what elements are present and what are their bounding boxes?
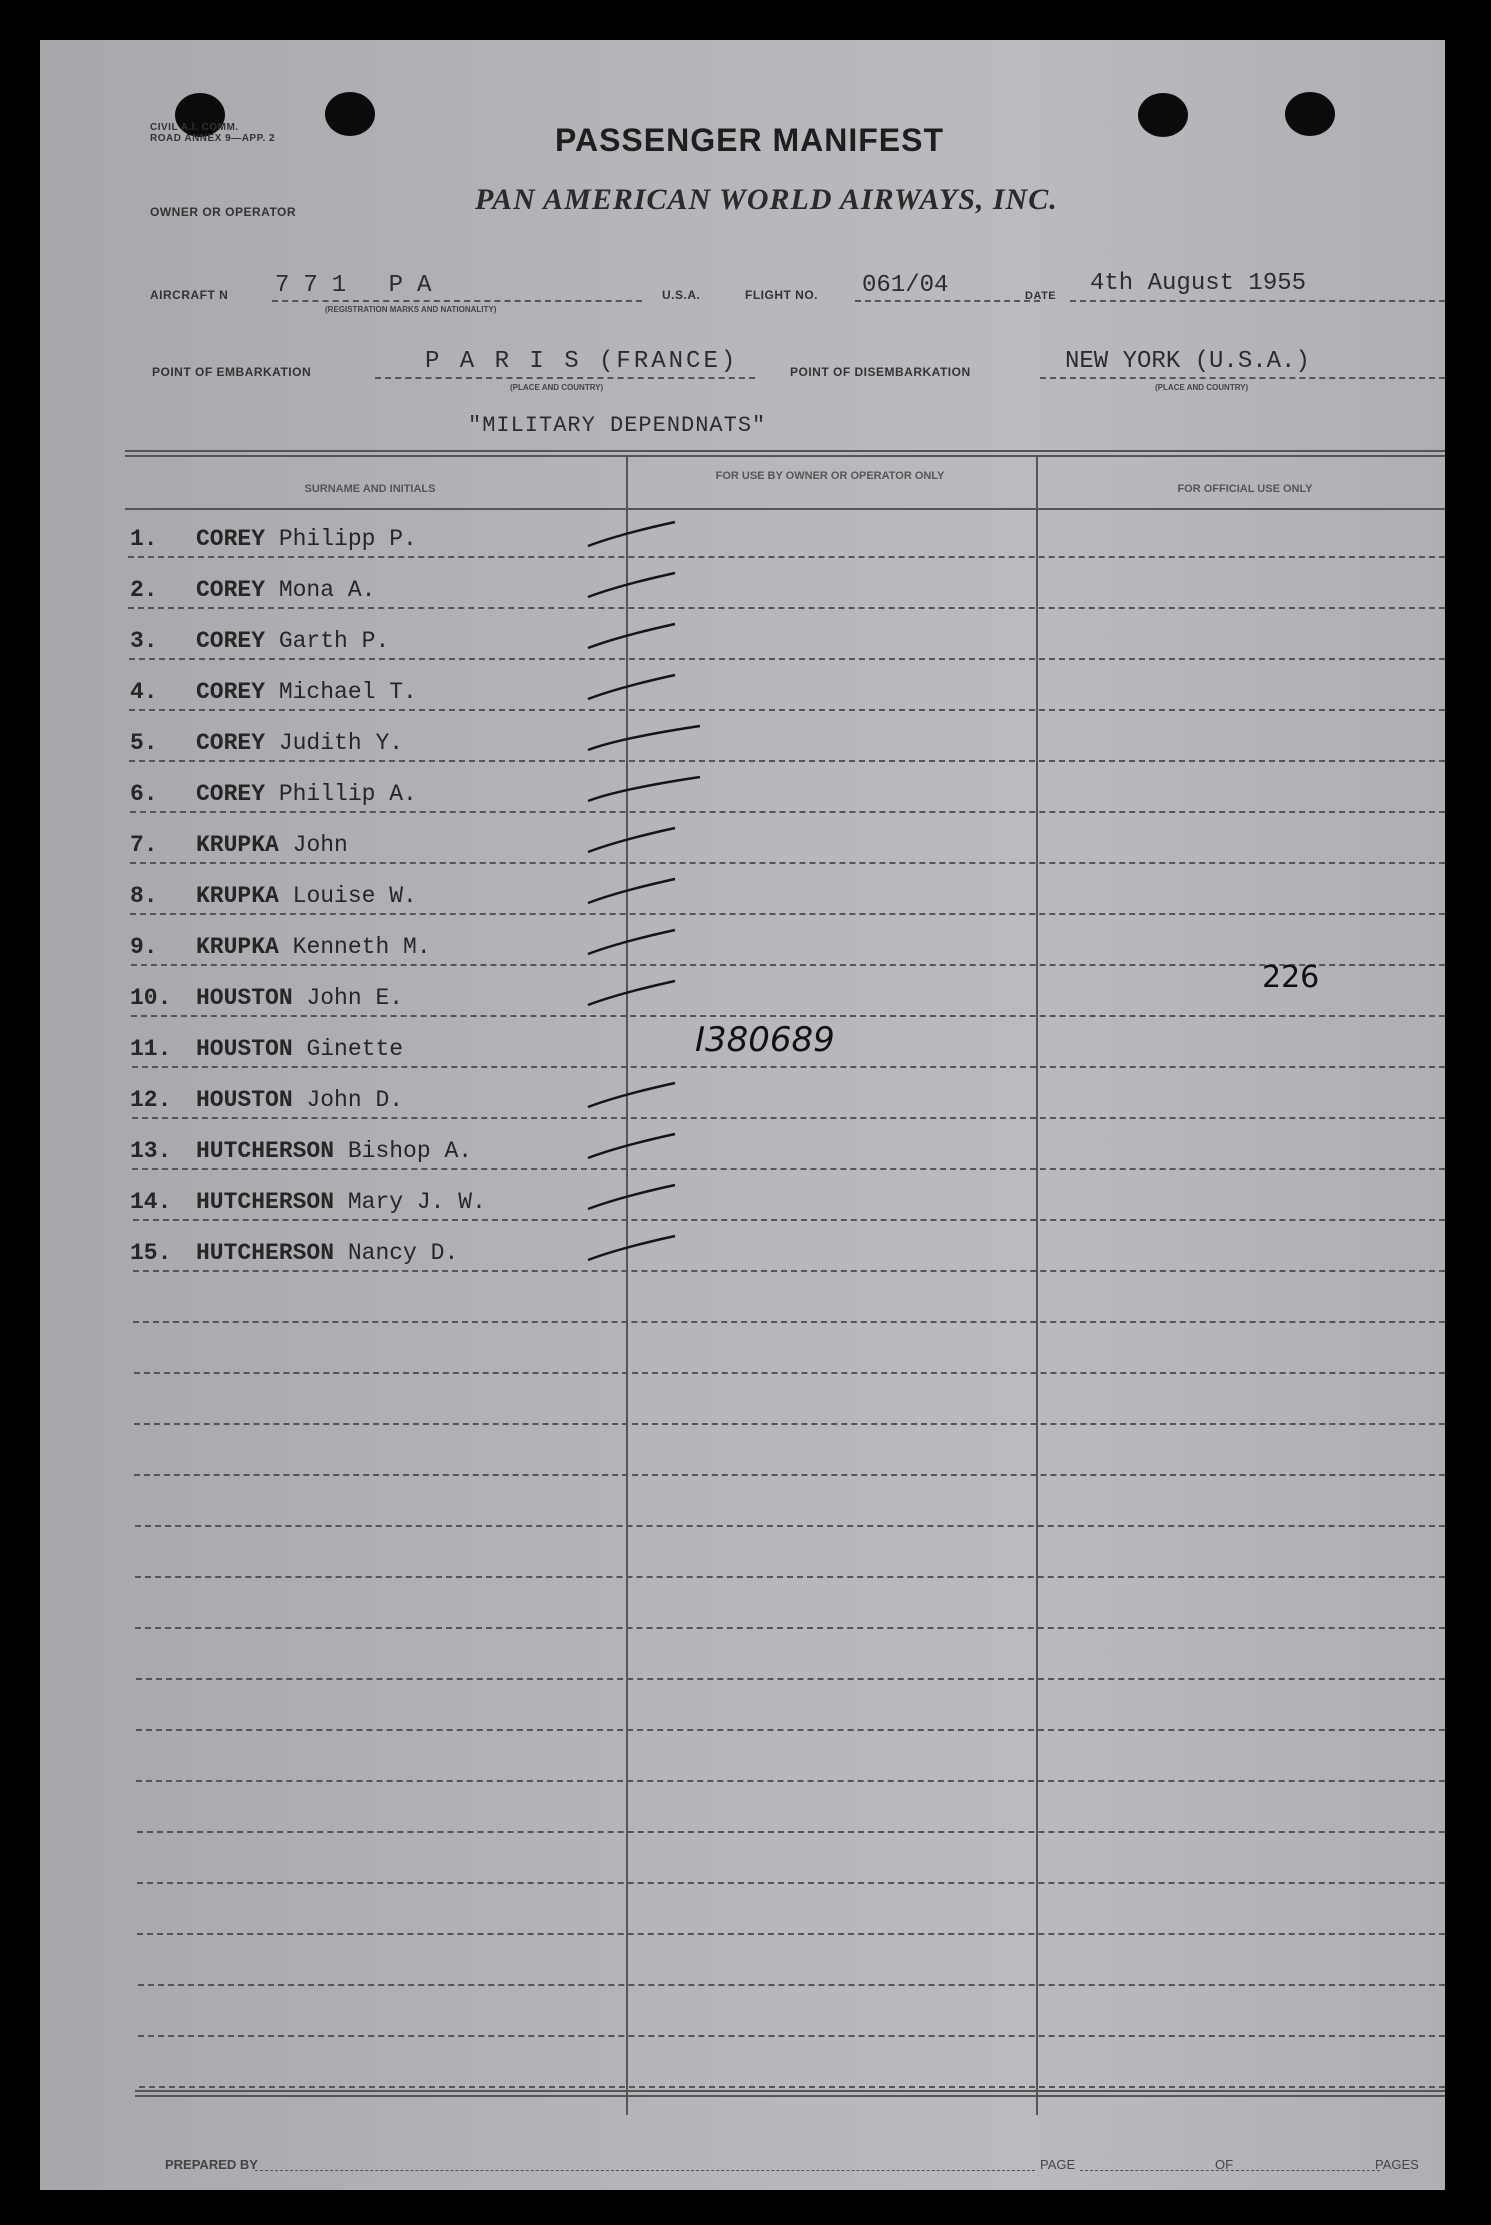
passenger-row bbox=[130, 832, 348, 858]
check-mark-icon bbox=[580, 822, 710, 862]
embarkation-label: POINT OF EMBARKATION bbox=[152, 365, 312, 379]
passenger-given-name: Kenneth M. bbox=[292, 934, 431, 960]
row-rule bbox=[134, 1423, 1445, 1425]
column-header-name: SURNAME AND INITIALS bbox=[304, 483, 436, 495]
passenger-given-name: John D. bbox=[306, 1087, 404, 1113]
row-rule bbox=[136, 1678, 1445, 1680]
header-underline bbox=[125, 508, 1445, 510]
check-mark-icon bbox=[580, 1128, 710, 1168]
of-label: OF bbox=[1215, 2157, 1234, 2172]
passenger-number: 6. bbox=[130, 781, 158, 807]
date-label: DATE bbox=[1025, 290, 1057, 302]
row-rule bbox=[138, 2035, 1445, 2037]
passenger-number: 7. bbox=[130, 832, 158, 858]
disembarkation-value: NEW YORK (U.S.A.) bbox=[1065, 348, 1310, 375]
row-rule bbox=[136, 1780, 1445, 1782]
passenger-surname: COREY bbox=[196, 781, 266, 807]
passenger-given-name: Louise W. bbox=[292, 883, 417, 909]
row-rule bbox=[139, 2086, 1445, 2088]
row-rule bbox=[131, 964, 1445, 966]
row-rule bbox=[137, 1831, 1445, 1833]
embarkation-value: P A R I S (FRANCE) bbox=[425, 348, 739, 375]
passenger-number: 14. bbox=[130, 1189, 172, 1215]
passenger-number: 10. bbox=[130, 985, 172, 1011]
passenger-surname: COREY bbox=[196, 526, 266, 552]
column-header-official: FOR OFFICIAL USE ONLY bbox=[1177, 483, 1313, 495]
disembarkation-label: POINT OF DISEMBARKATION bbox=[790, 365, 971, 379]
aircraft-label: AIRCRAFT N bbox=[150, 288, 229, 302]
row-rule bbox=[134, 1372, 1445, 1374]
page-underline bbox=[1080, 2170, 1380, 2171]
table-top-border bbox=[125, 455, 1445, 457]
column-divider bbox=[1036, 455, 1038, 2115]
row-rule bbox=[135, 1576, 1445, 1578]
row-rule bbox=[134, 1474, 1445, 1476]
passenger-given-name: John bbox=[292, 832, 348, 858]
passenger-row bbox=[130, 934, 431, 960]
owner-label: OWNER OR OPERATOR bbox=[150, 205, 297, 219]
page-title: PASSENGER MANIFEST bbox=[555, 122, 944, 158]
table-bottom-border bbox=[135, 2095, 1445, 2097]
check-mark-icon bbox=[580, 567, 710, 607]
passenger-surname: COREY bbox=[196, 628, 266, 654]
aircraft-caption: (REGISTRATION MARKS AND NATIONALITY) bbox=[325, 305, 497, 314]
row-rule bbox=[129, 760, 1445, 762]
table-bottom-border bbox=[135, 2090, 1445, 2092]
row-rule bbox=[135, 1525, 1445, 1527]
passenger-surname: COREY bbox=[196, 577, 266, 603]
date-value: 4th August 1955 bbox=[1090, 270, 1307, 297]
row-rule bbox=[128, 607, 1445, 609]
passenger-number: 15. bbox=[130, 1240, 172, 1266]
passenger-number: 8. bbox=[130, 883, 158, 909]
row-rule bbox=[136, 1729, 1445, 1731]
prepared-by-underline bbox=[255, 2170, 1035, 2171]
row-rule bbox=[133, 1270, 1445, 1272]
passenger-row bbox=[130, 1240, 458, 1266]
row-rule bbox=[132, 1066, 1445, 1068]
row-rule bbox=[130, 811, 1445, 813]
passenger-number: 11. bbox=[130, 1036, 172, 1062]
passenger-surname: KRUPKA bbox=[196, 832, 279, 858]
passenger-row bbox=[130, 883, 417, 909]
row-rule bbox=[130, 862, 1445, 864]
passenger-given-name: Bishop A. bbox=[347, 1138, 473, 1164]
passenger-given-name: Michael T. bbox=[278, 679, 417, 705]
country-label: U.S.A. bbox=[662, 288, 701, 302]
check-mark-icon bbox=[580, 924, 710, 964]
table-top-border bbox=[125, 450, 1445, 452]
row-rule bbox=[129, 658, 1445, 660]
embarkation-underline bbox=[375, 377, 755, 379]
group-note: "MILITARY DEPENDNATS" bbox=[468, 413, 767, 438]
passenger-given-name: Mona A. bbox=[278, 577, 376, 603]
flight-value: 061/04 bbox=[862, 272, 949, 299]
row-rule bbox=[132, 1117, 1445, 1119]
row-rule bbox=[137, 1882, 1445, 1884]
passenger-number: 3. bbox=[130, 628, 158, 654]
passenger-surname: KRUPKA bbox=[196, 883, 279, 909]
passenger-given-name: Ginette bbox=[306, 1036, 404, 1062]
passenger-given-name: Judith Y. bbox=[278, 730, 404, 756]
official-handwritten-note: 226 bbox=[1262, 960, 1320, 995]
passenger-row bbox=[130, 730, 403, 756]
pages-label: PAGES bbox=[1375, 2157, 1419, 2172]
regulation-reference bbox=[150, 122, 275, 144]
manifest-sheet bbox=[40, 40, 1445, 2190]
regulation-line: CIVIL A.I. COMM. bbox=[150, 122, 239, 133]
passenger-given-name: Mary J. W. bbox=[347, 1189, 486, 1215]
passenger-row bbox=[130, 526, 417, 552]
passenger-number: 1. bbox=[130, 526, 158, 552]
regulation-line: ROAD ANNEX 9—APP. 2 bbox=[150, 133, 276, 144]
passenger-surname: COREY bbox=[196, 730, 266, 756]
passenger-given-name: Phillip A. bbox=[278, 781, 417, 807]
passenger-surname: KRUPKA bbox=[196, 934, 279, 960]
row-rule bbox=[130, 913, 1445, 915]
passenger-row bbox=[130, 1036, 403, 1062]
operator-handwritten-note: I380689 bbox=[695, 1020, 835, 1060]
owner-value: PAN AMERICAN WORLD AIRWAYS, INC. bbox=[475, 183, 1058, 216]
passenger-row bbox=[130, 1138, 472, 1164]
passenger-given-name: John E. bbox=[306, 985, 404, 1011]
prepared-by-label: PREPARED BY bbox=[165, 2157, 258, 2172]
passenger-row bbox=[130, 679, 417, 705]
passenger-surname: HOUSTON bbox=[196, 985, 293, 1011]
row-rule bbox=[133, 1321, 1445, 1323]
column-header-owner: FOR USE BY OWNER OR OPERATOR ONLY bbox=[715, 470, 945, 482]
row-rule bbox=[131, 1015, 1445, 1017]
passenger-surname: HUTCHERSON bbox=[196, 1138, 335, 1164]
passenger-number: 4. bbox=[130, 679, 158, 705]
passenger-number: 5. bbox=[130, 730, 158, 756]
passenger-row bbox=[130, 628, 389, 654]
passenger-row bbox=[130, 1189, 486, 1215]
passenger-surname: HOUSTON bbox=[196, 1087, 293, 1113]
punch-hole bbox=[1285, 92, 1335, 136]
passenger-row bbox=[130, 577, 375, 603]
check-mark-icon bbox=[580, 516, 710, 556]
check-mark-icon bbox=[580, 873, 710, 913]
passenger-surname: HUTCHERSON bbox=[196, 1189, 335, 1215]
row-rule bbox=[138, 1984, 1445, 1986]
passenger-given-name: Philipp P. bbox=[278, 526, 417, 552]
check-mark-icon bbox=[580, 771, 710, 811]
flight-label: FLIGHT NO. bbox=[745, 288, 818, 302]
page-label: PAGE bbox=[1040, 2157, 1076, 2172]
passenger-number: 2. bbox=[130, 577, 158, 603]
passenger-surname: COREY bbox=[196, 679, 266, 705]
disembarkation-underline bbox=[1040, 377, 1445, 379]
passenger-surname: HOUSTON bbox=[196, 1036, 293, 1062]
passenger-number: 13. bbox=[130, 1138, 172, 1164]
aircraft-underline bbox=[272, 300, 642, 302]
passenger-number: 9. bbox=[130, 934, 158, 960]
check-mark-icon bbox=[580, 975, 710, 1015]
aircraft-value: 771 PA bbox=[275, 272, 446, 299]
row-rule bbox=[133, 1219, 1445, 1221]
passenger-row bbox=[130, 781, 417, 807]
passenger-given-name: Nancy D. bbox=[347, 1240, 459, 1266]
disembarkation-caption: (PLACE AND COUNTRY) bbox=[1155, 383, 1249, 392]
check-mark-icon bbox=[580, 1230, 710, 1270]
passenger-given-name: Garth P. bbox=[278, 628, 390, 654]
check-mark-icon bbox=[580, 1179, 710, 1219]
row-rule bbox=[132, 1168, 1445, 1170]
row-rule bbox=[137, 1933, 1445, 1935]
passenger-row bbox=[130, 985, 403, 1011]
check-mark-icon bbox=[580, 618, 710, 658]
passenger-number: 12. bbox=[130, 1087, 172, 1113]
row-rule bbox=[128, 556, 1445, 558]
punch-hole bbox=[1138, 93, 1188, 137]
embarkation-caption: (PLACE AND COUNTRY) bbox=[510, 383, 604, 392]
date-underline bbox=[1070, 300, 1445, 302]
check-mark-icon bbox=[580, 1077, 710, 1117]
passenger-row bbox=[130, 1087, 403, 1113]
check-mark-icon bbox=[580, 669, 710, 709]
punch-hole bbox=[325, 92, 375, 136]
passenger-surname: HUTCHERSON bbox=[196, 1240, 335, 1266]
check-mark-icon bbox=[580, 720, 710, 760]
flight-underline bbox=[855, 300, 1040, 302]
row-rule bbox=[129, 709, 1445, 711]
row-rule bbox=[135, 1627, 1445, 1629]
